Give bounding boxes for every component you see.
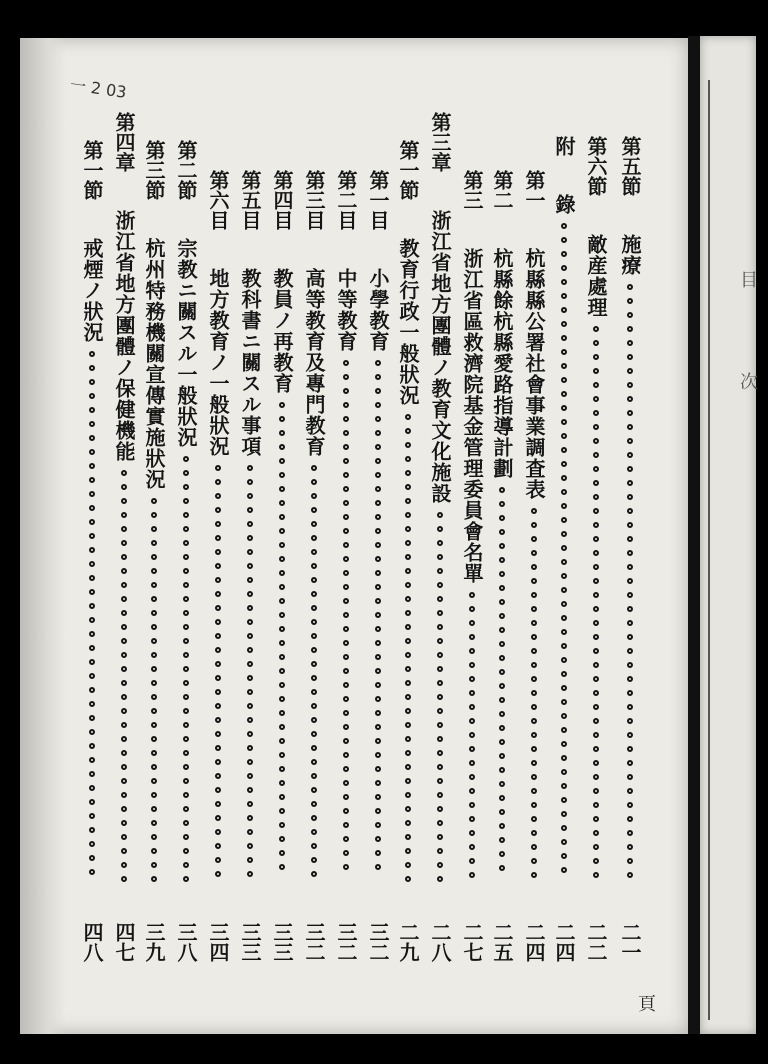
toc-section-label: 第一目 <box>366 170 390 230</box>
toc-title: 敵産處理 <box>584 234 608 318</box>
toc-section-label: 第五節 <box>618 136 642 196</box>
toc-section-label: 第五目 <box>238 170 262 230</box>
toc-section-label: 第四目 <box>270 170 294 230</box>
leader-dots <box>80 351 104 883</box>
leader-dots <box>522 508 546 886</box>
toc-title: 教科書ニ關スル事項 <box>238 268 262 457</box>
toc-title: 教員ノ再教育 <box>270 268 294 394</box>
leader-dots <box>428 512 452 890</box>
toc-page-number: 二四 <box>522 922 546 962</box>
toc-title: 高等教育及專門教育 <box>302 268 326 457</box>
leader-dots <box>584 326 608 886</box>
leader-dots <box>552 223 576 881</box>
toc-entry <box>428 112 452 504</box>
toc-page-number: 二九 <box>396 922 420 962</box>
toc-entry <box>618 136 642 276</box>
toc-title: 地方教育ノ一般狀況 <box>206 268 230 457</box>
toc-section-label: 第六目 <box>206 170 230 230</box>
toc-page-number: 三四 <box>206 922 230 962</box>
page-mark: 頁 <box>638 994 656 1015</box>
leader-dots <box>112 470 136 890</box>
leader-dots <box>206 465 230 885</box>
toc-section-label: 第四章 <box>112 112 136 172</box>
leader-dots <box>334 360 358 878</box>
next-page-border <box>708 80 726 1020</box>
leader-dots <box>238 465 262 885</box>
toc-title: 杭縣縣公署社會事業調査表 <box>522 248 546 500</box>
leader-dots <box>490 487 514 879</box>
leader-dots <box>142 498 166 890</box>
toc-section-label: 第二 <box>490 170 514 210</box>
leader-dots <box>396 414 420 890</box>
toc-entry <box>490 170 514 479</box>
toc-title: 戒煙ノ狀況 <box>80 238 104 343</box>
toc-page-number: 三三 <box>270 922 294 962</box>
toc-title: 杭州特務機關宣傳實施狀況 <box>142 238 166 490</box>
toc-entry <box>142 140 166 490</box>
next-page-char-2: 次 <box>737 372 758 390</box>
toc-page-number: 三九 <box>142 922 166 962</box>
toc-page-number: 二七 <box>460 922 484 962</box>
toc-title: 教育行政一般狀況 <box>396 238 420 406</box>
toc-entry <box>270 170 294 394</box>
toc-page-number: 二八 <box>428 922 452 962</box>
next-page-char-1: 目 <box>737 270 758 288</box>
leader-dots <box>270 402 294 878</box>
toc-page-number: 三二 <box>302 922 326 962</box>
leader-dots <box>618 284 642 886</box>
toc-page-number: 三三 <box>238 922 262 962</box>
toc-title: 宗教ニ關スル一般狀況 <box>174 238 198 448</box>
toc-section-label: 附 <box>552 136 576 156</box>
toc-title: 浙江省區救濟院基金管理委員會名單 <box>460 248 484 584</box>
leader-dots <box>174 456 198 890</box>
handwritten-note: 一 2 03 <box>68 75 128 102</box>
leader-dots <box>460 592 484 886</box>
toc-page-number: 二一 <box>618 922 642 962</box>
toc-title: 錄 <box>552 194 576 215</box>
toc-section-label: 第二節 <box>174 140 198 200</box>
toc-title: 小學教育 <box>366 268 390 352</box>
toc-page-number: 四八 <box>80 922 104 962</box>
toc-section-label: 第三 <box>460 170 484 210</box>
book-gutter <box>688 36 700 1034</box>
toc-entry <box>334 170 358 352</box>
toc-section-label: 第三節 <box>142 140 166 200</box>
toc-title: 浙江省地方團體ノ保健機能 <box>112 210 136 462</box>
leader-dots <box>366 360 390 878</box>
toc-section-label: 第三目 <box>302 170 326 230</box>
toc-page-number: 三二 <box>366 922 390 962</box>
toc-entry <box>80 140 104 343</box>
toc-page-number: 二二 <box>584 922 608 962</box>
toc-entry <box>460 170 484 584</box>
toc-section-label: 第一節 <box>396 140 420 200</box>
toc-entry <box>584 136 608 318</box>
toc-page-number: 二五 <box>490 922 514 962</box>
toc-entry <box>366 170 390 352</box>
toc-entry <box>206 170 230 457</box>
toc-section-label: 第三章 <box>428 112 452 172</box>
toc-page-number: 三二 <box>334 922 358 962</box>
toc-section-label: 第一 <box>522 170 546 210</box>
page-edge-shadow <box>20 38 66 1034</box>
toc-entry <box>552 136 576 215</box>
toc-section-label: 第二目 <box>334 170 358 230</box>
toc-entry <box>238 170 262 457</box>
leader-dots <box>302 465 326 885</box>
toc-page-number: 三八 <box>174 922 198 962</box>
toc-title: 杭縣餘杭縣愛路指導計劃 <box>490 248 514 479</box>
toc-entry <box>522 170 546 500</box>
toc-entry <box>396 140 420 406</box>
toc-title: 施療 <box>618 234 642 276</box>
toc-title: 中等教育 <box>334 268 358 352</box>
toc-title: 浙江省地方團體ノ教育文化施設 <box>428 210 452 504</box>
toc-page-number: 二四 <box>552 922 576 962</box>
toc-entry <box>112 112 136 462</box>
toc-section-label: 第一節 <box>80 140 104 200</box>
toc-entry <box>302 170 326 457</box>
toc-entry <box>174 140 198 448</box>
toc-page-number: 四七 <box>112 922 136 962</box>
toc-section-label: 第六節 <box>584 136 608 196</box>
